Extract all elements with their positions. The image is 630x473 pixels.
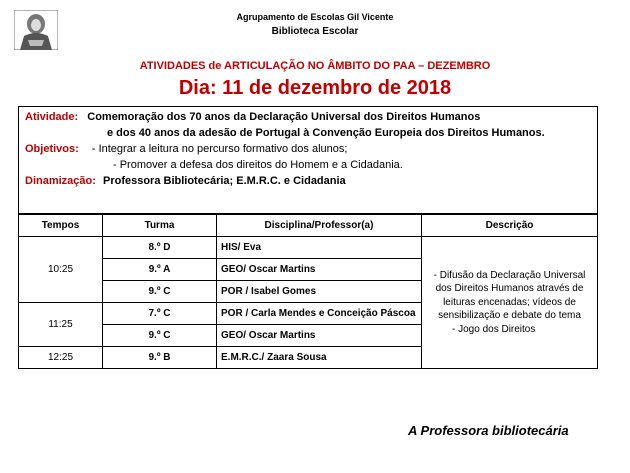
class-cell: 8.º D — [103, 237, 217, 259]
class-cell: 9.º C — [103, 281, 217, 303]
atividade-text: Comemoração dos 70 anos da Declaração Universal dos Direitos Humanos — [87, 111, 481, 123]
header-turma: Turma — [103, 215, 217, 237]
dinamizacao-text: Professora Bibliotecária; E.M.R.C. e Cidadania — [102, 175, 346, 187]
time-slot: 12:25 — [19, 347, 103, 369]
library-name: Biblioteca Escolar — [271, 26, 359, 37]
header-disciplina: Disciplina/Professor(a) — [217, 215, 422, 237]
subject-cell — [217, 325, 422, 347]
time-slot: 10:25 — [19, 237, 103, 303]
teacher: Oscar Martins — [248, 330, 316, 341]
subject: HIS/ — [221, 242, 241, 253]
dinamizacao-label: Dinamização: — [25, 175, 96, 187]
subject: POR / — [221, 286, 249, 297]
subject-cell — [217, 259, 422, 281]
subject: POR / — [221, 308, 249, 319]
subject-cell — [217, 281, 422, 303]
objetivo-1: - Integrar a leitura no percurso formativo dos alunos; — [91, 143, 348, 155]
activity-info-box — [18, 106, 598, 214]
class-cell: 7.º C — [103, 303, 217, 325]
teacher: Isabel Gomes — [251, 286, 317, 297]
subject: GEO/ — [221, 330, 247, 341]
teacher: Oscar Martins — [248, 264, 316, 275]
document-title: ATIVIDADES de ARTICULAÇÃO NO ÂMBITO DO PAA – DEZEMBRO — [139, 60, 491, 72]
atividade-label: Atividade: — [25, 111, 79, 123]
header-descricao: Descrição — [422, 215, 598, 237]
class-cell: 9.º C — [103, 325, 217, 347]
objetivo-2: - Promover a defesa dos direitos do Homem e a Cidadania. — [113, 159, 403, 171]
event-date: Dia: 11 de dezembro de 2018 — [178, 77, 452, 99]
signature: A Professora bibliotecária — [408, 423, 569, 438]
atividade-text-continued: e dos 40 anos da adesão de Portugal à Convenção Europeia dos Direitos Humanos. — [107, 127, 545, 139]
school-group-name: Agrupamento de Escolas Gil Vicente — [236, 12, 394, 22]
description-item: - Jogo dos Direitos — [452, 323, 536, 335]
class-cell: 9.º A — [103, 259, 217, 281]
teacher: Carla Mendes e Conceição Páscoa — [251, 308, 416, 319]
teacher: Zaara Sousa — [267, 352, 327, 363]
description-item: - Difusão da Declaração Universal dos Direitos Humanos através de leituras encenadas; vídeos de sensibilização e debate do tema — [433, 269, 586, 322]
time-slot: 11:25 — [19, 303, 103, 347]
table-header-row — [19, 215, 598, 237]
subject-cell — [217, 347, 422, 369]
header-tempos: Tempos — [19, 215, 103, 237]
teacher: Eva — [243, 242, 262, 253]
description-cell — [422, 237, 598, 369]
subject: E.M.R.C./ — [221, 352, 265, 363]
schedule-table — [18, 214, 598, 369]
subject: GEO/ — [221, 264, 247, 275]
class-cell: 9.º B — [103, 347, 217, 369]
objetivos-label: Objetivos: — [25, 143, 79, 155]
subject-cell — [217, 303, 422, 325]
table-row — [19, 237, 598, 259]
subject-cell — [217, 237, 422, 259]
